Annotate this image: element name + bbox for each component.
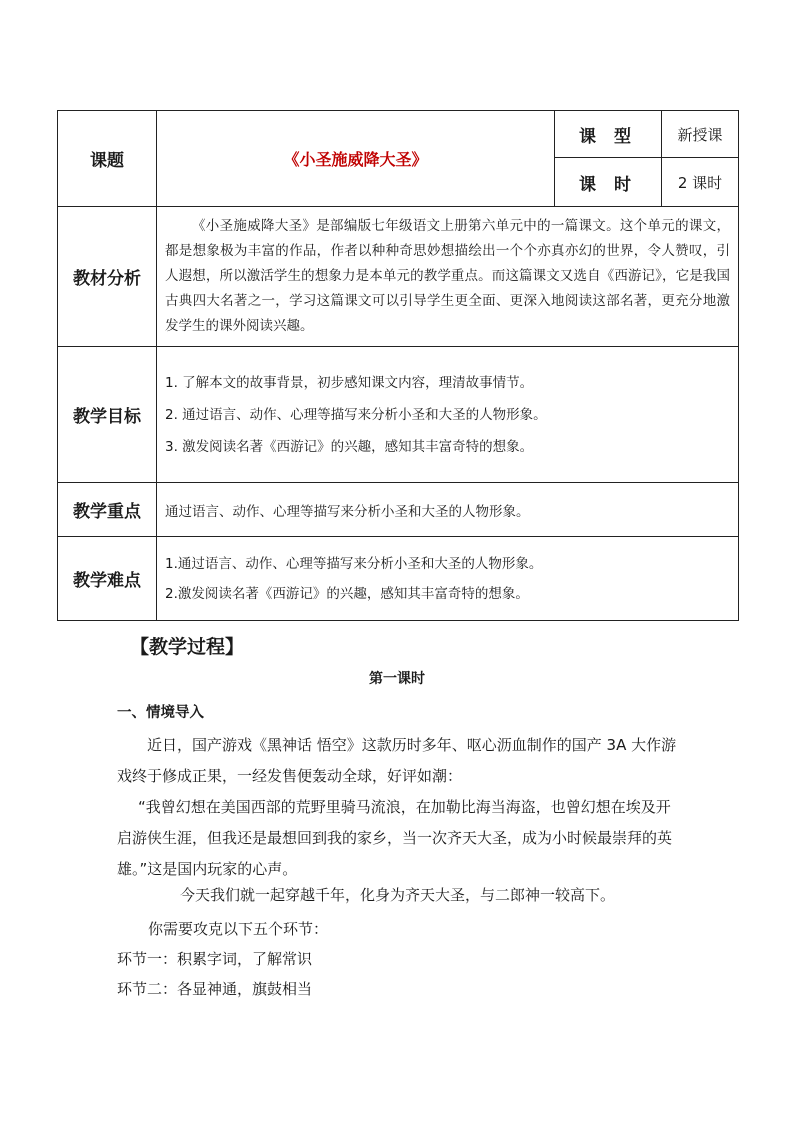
lesson-plan-table [57, 110, 739, 621]
difficulties-cell [157, 537, 739, 621]
difficulty-item: 1.通过语言、动作、心理等描写来分析小圣和大圣的人物形象。 [165, 555, 543, 572]
period-title: 第一课时 [369, 671, 425, 687]
key-points-text: 通过语言、动作、心理等描写来分析小圣和大圣的人物形象。 [157, 483, 739, 537]
goals-label: 教学目标 [58, 347, 157, 483]
travel-paragraph: 今天我们就一起穿越千年，化身为齐天大圣，与二郎神一较高下。 [180, 886, 616, 904]
analysis-label: 教材分析 [58, 207, 157, 347]
goal-item: 1. 了解本文的故事背景，初步感知课文内容，理清故事情节。 [165, 374, 534, 391]
difficulty-item: 2.激发阅读名著《西游记》的兴趣，感知其丰富奇特的想象。 [165, 585, 529, 602]
key-points-label: 教学重点 [58, 483, 157, 537]
hours-value: 2 课时 [662, 158, 739, 207]
quote-paragraph: “我曾幻想在美国西部的荒野里骑马流浪，在加勒比海当海盗，也曾幻想在埃及开启游侠生涯，但我还是最想回到我的家乡，当一次齐天大圣，成为小时候最崇拜的英雄。”这是国内玩家的心声。 [117, 798, 673, 878]
task-step-2: 环节二：各显神通，旗鼓相当 [117, 980, 313, 998]
subject-label: 课题 [58, 111, 157, 207]
type-label: 课 型 [555, 111, 662, 158]
tasks-intro: 你需要攻克以下五个环节： [148, 920, 329, 938]
task-step-1: 环节一：积累字词，了解常识 [117, 950, 313, 968]
hours-label: 课 时 [555, 158, 662, 207]
lesson-title: 《小圣施威降大圣》 [157, 111, 555, 207]
analysis-text: 《小圣施威降大圣》是部编版七年级语文上册第六单元中的一篇课文。这个单元的课文，都是想象极为丰富的作品，作者以种种奇思妙想描绘出一个个亦真亦幻的世界，令人赞叹，引人遐想，所以激活学生的想象力是本单元的教学重点。而这篇课文又选自《西游记》，它是我国古典四大名著之一，学习这篇课文可以引导学生更全面、更深入地阅读这部名著，更充分地激发学生的课外阅读兴趣。 [165, 218, 730, 334]
goal-item: 3. 激发阅读名著《西游记》的兴趣，感知其丰富奇特的想象。 [165, 438, 534, 455]
difficulties-label: 教学难点 [58, 537, 157, 621]
type-value: 新授课 [662, 111, 739, 158]
intro-paragraph: 近日，国产游戏《黑神话 悟空》这款历时多年、呕心沥血制作的国产 3A 大作游戏终于修成正果，一经发售便轰动全球，好评如潮： [117, 736, 677, 785]
process-heading: 【教学过程】 [130, 636, 245, 658]
goals-cell [157, 347, 739, 483]
intro-heading: 一、情境导入 [117, 705, 204, 721]
goal-item: 2. 通过语言、动作、心理等描写来分析小圣和大圣的人物形象。 [165, 406, 547, 423]
analysis-cell [157, 207, 739, 347]
